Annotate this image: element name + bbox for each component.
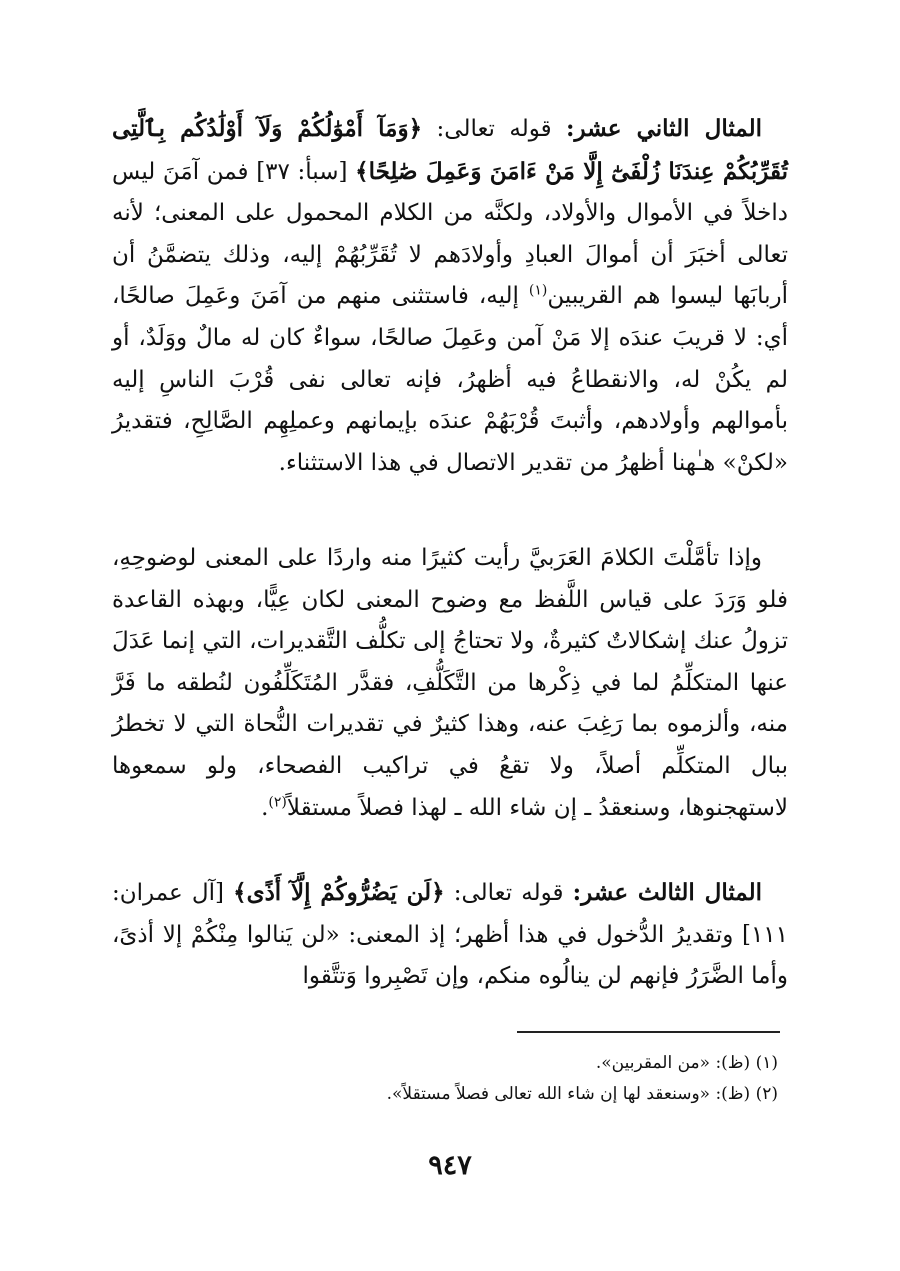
intro-text: قوله تعالى: [422, 116, 567, 142]
footnote-number: (١) [755, 1053, 778, 1073]
example-heading: المثال الثالث عشر: [572, 879, 763, 906]
paragraph-text [112, 108, 788, 484]
verse-reference: [سبأ: ٣٧] [248, 158, 356, 185]
example-heading: المثال الثاني عشر: [566, 115, 762, 142]
ornate-bracket-close: ﴾ [355, 157, 369, 185]
footnote-marker: (٢) [268, 793, 287, 810]
footnote-2 [200, 1079, 778, 1110]
paragraph-text [112, 872, 788, 998]
paragraph-example-12 [112, 108, 788, 484]
footnotes [200, 1048, 778, 1110]
body-text: [آل عمران: ١١١] وتقديرُ الدُّخول في هذا أظهر؛ إذ المعنى: «لن يَنالوا مِنْكُمْ إلا أذىً، وأما الضَّرَرُ فإنهم لن ينالُوه منكم، وإن تَصْبِروا وَتتَّقوا [112, 880, 788, 990]
paragraph-text [112, 538, 788, 829]
paragraph-example-13 [112, 872, 788, 998]
body-text: وإذا تأمَّلْتَ الكلامَ العَرَبيَّ رأيت كثيرًا منه واردًا على المعنى لوضوحِهِ، فلو وَرَدَ على قياس اللَّفظ مع وضوح المعنى لكان عِيًّا، وبهذه القاعدة تزولُ عنك إشكالاتٌ كثيرةٌ، ولا تحتاجُ إلى تكلُّف التَّقديرات، التي إنما عَدَلَ عنها المتكلِّمُ لما في ذِكْرها من التَّكَلُّفِ، فقدَّر المُتَكَلِّفُون لنُطقه ما فَرَّ منه، وألزموه بما رَغِبَ عنه، وهذا كثيرٌ في تقديرات النُّحاة التي لا تخطرُ ببال المتكلِّم أصلاً، ولا تقعُ في تراكيب الفصحاء، ولو سمعوها لاستهجنوها، وسنعقدُ ـ إن شاء الله ـ لهذا فصلاً مستقلاً [112, 545, 788, 821]
body-text: فمن آمَنَ ليس داخلاً في الأموال والأولاد، ولكنَّه من الكلام المحمول على المعنى؛ لأنه تعالى أخبَرَ أن أموالَ العبادِ وأولادَهم لا تُقَرِّبُهُمْ إليه، وذلك يتضمَّنُ أن أربابَها ليسوا هم القريبين [112, 158, 788, 310]
ornate-bracket-close: ﴾ [233, 879, 247, 906]
ornate-bracket-open: ﴿ [408, 115, 423, 142]
quran-verse: لَن يَضُرُّوكُمْ إِلَّآ أَذًى [246, 879, 432, 906]
footnote-1 [200, 1048, 778, 1079]
quran-verse: وَمَآ أَمْوَٰلُكُمْ وَلَآ أَوْلَٰدُكُم بِٱلَّتِى تُقَرِّبُكُمْ عِندَنَا زُلْفَىٰٓ إِلَّا مَنْ ءَامَنَ وَعَمِلَ صَٰلِحًا [112, 115, 788, 185]
footnote-marker: (١) [528, 282, 548, 299]
footnote-number: (٢) [755, 1084, 778, 1104]
ornate-bracket-open: ﴿ [431, 879, 445, 906]
footnote-text: (ظ): «وسنعقد لها إن شاء الله تعالى فصلاً مستقلاً». [386, 1084, 756, 1104]
page-number: ٩٤٧ [428, 1150, 472, 1181]
body-text: إليه، فاستثنى منهم من آمَنَ وعَمِلَ صالحًا، أي: لا قريبَ عندَه إلا مَنْ آمن وعَمِلَ صالحًا، سواءٌ كان له مالٌ ووَلَدٌ، أو لم يكُنْ له، والانقطاعُ فيه أظهرُ، فإنه تعالى نفى قُرْبَ الناسِ إليه بأموالهم وأولادهم، وأثبتَ قُرْبَهُمْ عندَه بإيمانهم وعملِهِم الصَّالِحِ، فتقديرُ «لكنْ» هـٰهنا أظهرُ من تقدير الاتصال في هذا الاستثناء. [112, 283, 788, 476]
footnote-divider [517, 1031, 780, 1033]
body-text: . [261, 794, 269, 821]
intro-text: قوله تعالى: [444, 880, 573, 906]
footnote-text: (ظ): «من المقربين». [595, 1053, 756, 1073]
paragraph-discussion [112, 538, 788, 829]
